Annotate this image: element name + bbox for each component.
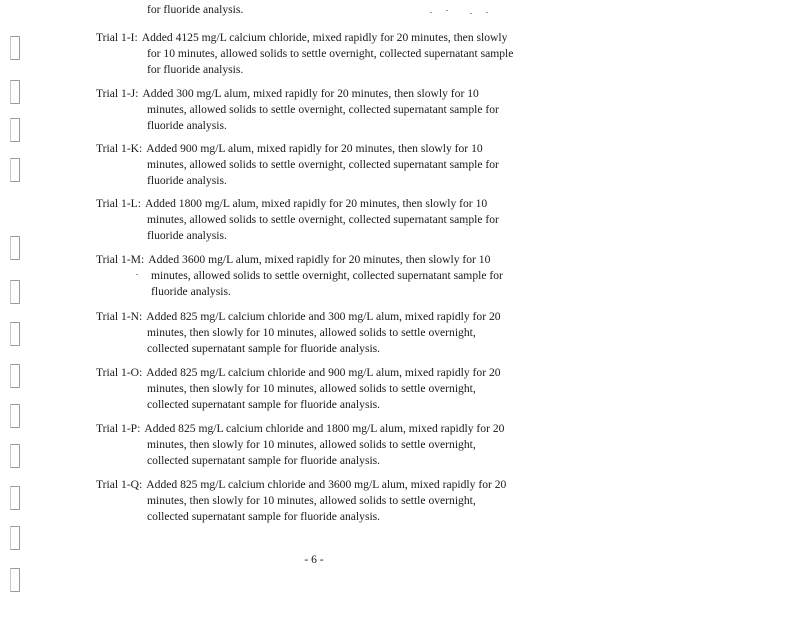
scan-speck [446,10,448,11]
trial-text: minutes, allowed solids to settle overnight, collected supernatant sample for [151,269,503,282]
trial-1-k [96,141,536,189]
trial-label: Trial 1-Q: [96,478,143,491]
trial-1-p [96,421,536,469]
trial-text: for fluoride analysis. [147,63,244,76]
trial-first-line [96,30,536,46]
trial-1-n [96,309,536,357]
binder-mark [10,364,20,388]
trial-first-line [96,86,536,102]
trial-text: Added 3600 mg/L alum, mixed rapidly for 20 minutes, then slowly for 10 [148,253,491,266]
continuation-text: for fluoride analysis. [147,3,244,16]
trial-text: minutes, then slowly for 10 minutes, allowed solids to settle overnight, [147,326,476,339]
trial-text: Added 1800 mg/L alum, mixed rapidly for 20 minutes, then slowly for 10 [144,197,488,210]
binder-mark [10,236,20,260]
trial-text: minutes, allowed solids to settle overnight, collected supernatant sample for [147,158,499,171]
trial-label: Trial 1-N: [96,310,143,323]
trial-text: fluoride analysis. [151,285,231,298]
trial-1-m [96,252,536,300]
trial-text: Added 4125 mg/L calcium chloride, mixed rapidly for 20 minutes, then slowly [141,31,508,44]
trial-text: collected supernatant sample for fluoride analysis. [147,454,381,467]
trial-1-q [96,477,536,525]
trial-1-j [96,86,536,134]
trial-label: Trial 1-P: [96,422,141,435]
scan-speck [486,12,488,13]
binder-mark [10,526,20,550]
trial-label: Trial 1-M: [96,253,145,266]
binder-mark [10,80,20,104]
binder-mark [10,118,20,142]
cut-off-line [147,0,243,2]
trial-first-line [96,421,536,437]
trial-text: for 10 minutes, allowed solids to settle overnight, collected supernatant sample [147,47,514,60]
scan-speck [470,13,472,14]
trial-text: collected supernatant sample for fluoride analysis. [147,398,381,411]
binder-mark [10,444,20,468]
scan-speck [430,12,432,13]
trial-label: Trial 1-J: [96,87,139,100]
binder-mark [10,568,20,592]
trial-text: collected supernatant sample for fluoride analysis. [147,510,381,523]
trial-text: minutes, allowed solids to settle overnight, collected supernatant sample for [147,103,499,116]
trial-first-line [96,477,536,493]
binder-mark [10,158,20,182]
trial-text: Added 825 mg/L calcium chloride and 900 mg/L alum, mixed rapidly for 20 [146,366,501,379]
trial-text: minutes, allowed solids to settle overnight, collected supernatant sample for [147,213,499,226]
trial-first-line [96,196,536,212]
trial-text: minutes, then slowly for 10 minutes, allowed solids to settle overnight, [147,382,476,395]
trial-text: fluoride analysis. [147,174,227,187]
trial-text: minutes, then slowly for 10 minutes, allowed solids to settle overnight, [147,438,476,451]
trial-label: Trial 1-L: [96,197,141,210]
trial-text: fluoride analysis. [147,119,227,132]
trial-first-line [96,252,536,268]
trial-1-i [96,30,536,78]
previous-trial-continuation [147,0,243,18]
binder-mark [10,36,20,60]
trial-label: Trial 1-O: [96,366,143,379]
trial-label: Trial 1-I: [96,31,138,44]
trial-text: Added 900 mg/L alum, mixed rapidly for 20 minutes, then slowly for 10 [146,142,483,155]
trial-text: minutes, then slowly for 10 minutes, allowed solids to settle overnight, [147,494,476,507]
page-number: - 6 - [304,553,324,566]
binder-mark [10,322,20,346]
trial-1-o [96,365,536,413]
trial-text: Added 825 mg/L calcium chloride and 3600 mg/L alum, mixed rapidly for 20 [146,478,507,491]
trial-text: Added 825 mg/L calcium chloride and 1800 mg/L alum, mixed rapidly for 20 [144,422,505,435]
trial-text: Added 300 mg/L alum, mixed rapidly for 20 minutes, then slowly for 10 [142,87,479,100]
trial-text: collected supernatant sample for fluoride analysis. [147,342,381,355]
trial-label: Trial 1-K: [96,142,143,155]
binder-mark [10,280,20,304]
trial-first-line [96,309,536,325]
trial-1-l [96,196,536,244]
binder-mark [10,404,20,428]
binder-mark [10,486,20,510]
trial-text: fluoride analysis. [147,229,227,242]
trial-first-line [96,141,536,157]
trial-text: Added 825 mg/L calcium chloride and 300 mg/L alum, mixed rapidly for 20 [146,310,501,323]
trial-first-line [96,365,536,381]
